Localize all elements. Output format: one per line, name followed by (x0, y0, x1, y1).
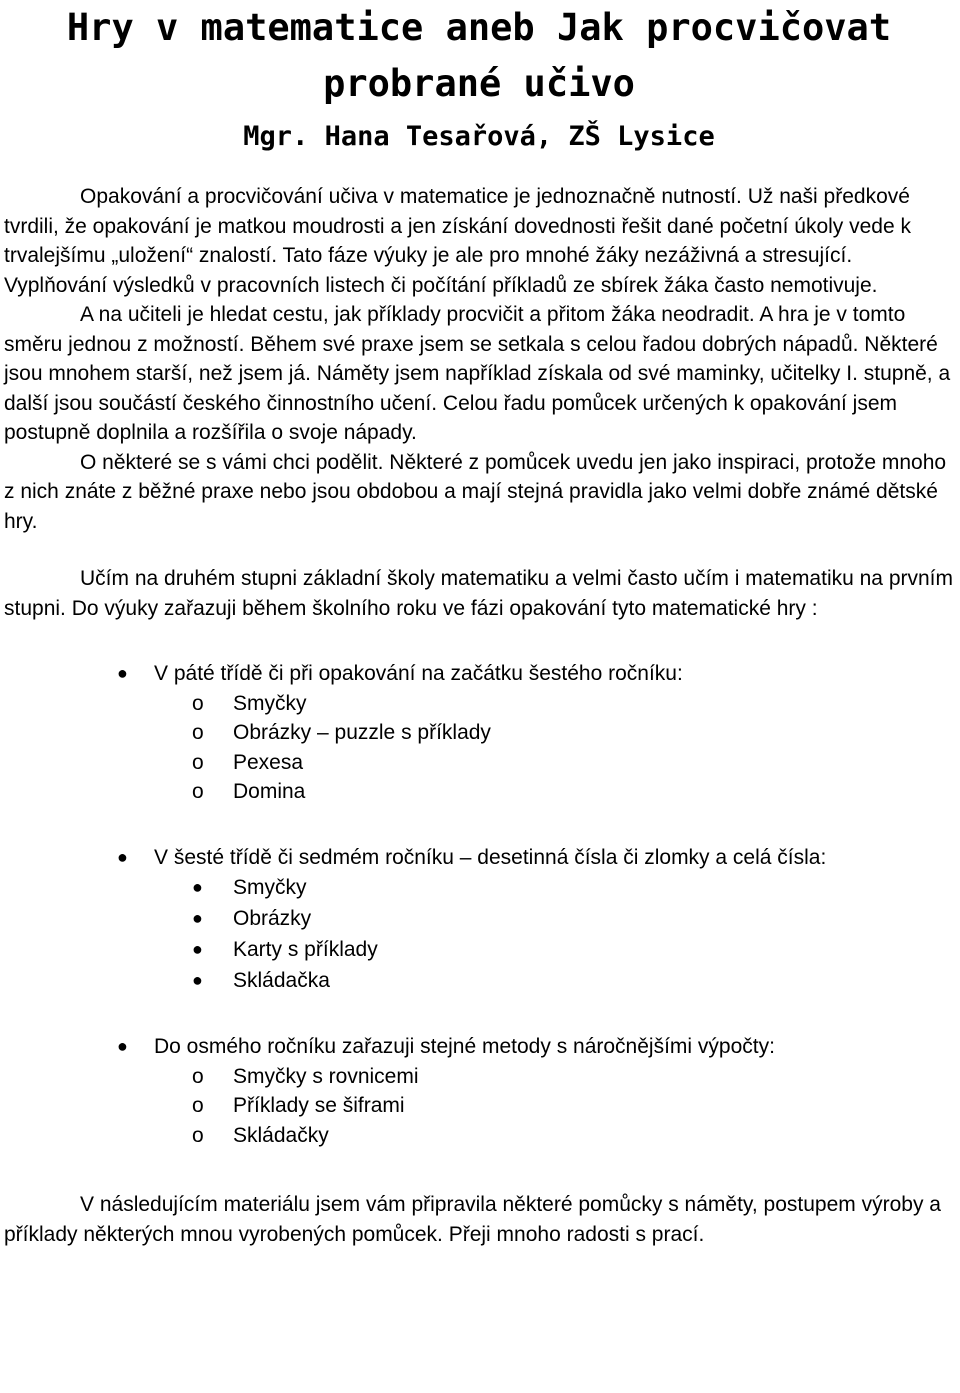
sublist-item (154, 965, 954, 996)
sublist-item-label: Smyčky (233, 876, 307, 899)
sublist-item-label: Domina (233, 780, 306, 803)
sublist-grade8 (154, 1062, 954, 1151)
disc-marker-icon: ● (192, 877, 203, 897)
sublist-item-label: Obrázky – puzzle s příklady (233, 721, 491, 744)
paragraph-4: Učím na druhém stupni základní školy matematiku a velmi často učím i matematiku na prvním stupni. Do výuky zařazuji během školního roku ve fázi opakování tyto matematické hry : (4, 567, 953, 620)
sublist-item-label: Skládačky (233, 1123, 329, 1147)
circle-marker-icon: o (192, 780, 204, 803)
circle-marker-icon: o (192, 1123, 204, 1147)
sublist-item-label: Skládačka (233, 969, 330, 992)
list-item-grade8 (4, 1032, 954, 1150)
bullet-icon: ● (117, 846, 128, 867)
sublist-item-label: Pexesa (233, 750, 304, 774)
sublist-item (154, 1121, 954, 1151)
list-item-label: V šesté třídě či sedmém ročníku – desetinná čísla či zlomky a celá čísla: (154, 845, 827, 869)
sublist-item-label: Příklady se šiframi (233, 1094, 405, 1117)
document-author: Mgr. Hana Tesařová, ZŠ Lysice (243, 121, 715, 152)
sublist-item-label: Smyčky (233, 691, 307, 715)
paragraph-2: A na učiteli je hledat cestu, jak příklady procvičit a přitom žáka neodradit. A hra je v tomto směru jednou z možností. Během své praxe jsem se setkala s celou řadou dobrých nápadů. Některé jsou mnohem starší, než jsem já. Náměty jsem například získala od své maminky, učitelky I. stupně, a další jsou součástí českého činnostního učení. Celou řadu pomůcek určených k opakování jsem postupně doplnila a rozšířila o svoje nápady. (4, 303, 951, 444)
closing-paragraph: V následujícím materiálu jsem vám připravila některé pomůcky s náměty, postupem výroby a příklady některých mnou vyrobených pomůcek. Přeji mnoho radosti s prací. (4, 1193, 941, 1246)
disc-marker-icon: ● (192, 939, 203, 959)
bullet-icon: ● (117, 1036, 128, 1056)
paragraph-3: O některé se s vámi chci podělit. Některé z pomůcek uvedu jen jako inspiraci, protože mnoho z nich znáte z běžné praxe nebo jsou obdobou a mají stejná pravidla jako velmi dobře známé dětské hry. (4, 450, 947, 533)
bullet-icon: ● (117, 663, 128, 683)
circle-marker-icon: o (192, 1064, 204, 1088)
sublist-item (154, 689, 954, 719)
disc-marker-icon: ● (192, 908, 203, 928)
sublist-item (154, 872, 954, 903)
sublist-item (154, 1062, 954, 1092)
circle-marker-icon: o (192, 721, 204, 744)
sublist-item (154, 1091, 954, 1121)
sublist-item (154, 777, 954, 807)
disc-marker-icon: ● (192, 970, 203, 990)
sublist-item (154, 934, 954, 965)
list-item-label: V páté třídě či při opakování na začátku šestého ročníku: (154, 662, 683, 685)
games-list (4, 659, 954, 1150)
list-item-grade6 (4, 843, 954, 997)
paragraph-1: Opakování a procvičování učiva v matematice je jednoznačně nutností. Už naši předkové tvrdili, že opakování je matkou moudrosti a jen získání dovednosti řešit dané početní úkoly vede k trvalejšímu „uložení“ znalostí. Tato fáze výuky je ale pro mnohé žáky nezáživná a stresující. Vyplňování výsledků v pracovních listech či počítání příkladů ze sbírek žáka často nemotivuje. (4, 185, 911, 297)
list-item-label: Do osmého ročníku zařazuji stejné metody s náročnějšími výpočty: (154, 1035, 775, 1058)
document-page (4, 0, 954, 1249)
circle-marker-icon: o (192, 691, 204, 715)
circle-marker-icon: o (192, 1094, 204, 1117)
sublist-item (154, 748, 954, 778)
sublist-item (154, 718, 954, 748)
sublist-item-label: Karty s příklady (233, 938, 378, 961)
sublist-item (154, 903, 954, 934)
sublist-item-label: Smyčky s rovnicemi (233, 1064, 419, 1088)
document-title: Hry v matematice aneb Jak procvičovat probrané učivo (66, 6, 892, 105)
sublist-grade5 (154, 689, 954, 807)
sublist-grade6 (154, 872, 954, 996)
sublist-item-label: Obrázky (233, 907, 312, 930)
circle-marker-icon: o (192, 750, 204, 774)
list-item-grade5 (4, 659, 954, 807)
